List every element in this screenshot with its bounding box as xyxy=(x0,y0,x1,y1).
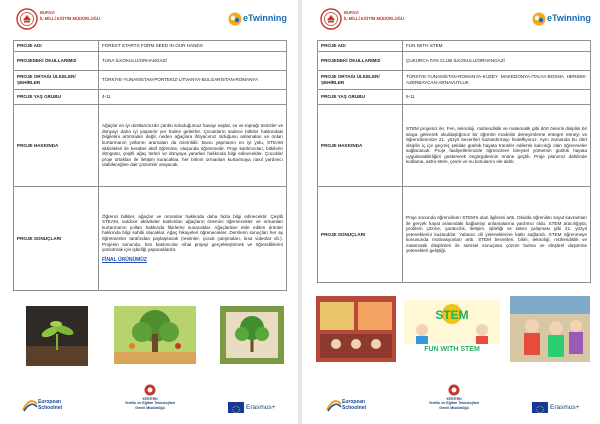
row-value: FOREST STARTS FORM SEED IN OUR HANDS xyxy=(99,41,287,52)
seedling-photo xyxy=(26,306,88,366)
row-label: PROJE YAŞ GRUBU xyxy=(318,90,403,105)
table-row xyxy=(14,187,287,291)
page-header xyxy=(306,4,598,32)
row-label: PROJE HAKKINDA xyxy=(14,105,99,187)
table-row xyxy=(318,187,591,283)
eu-flag-icon xyxy=(532,402,548,413)
etwinning-mark-icon xyxy=(532,12,546,26)
row-value: Proje sonunda öğrencilerin STEM'e olan ilgilerini arttı. Okulda öğrenilen soyut kavramları ile gerçek hayat arasındaki bağlantıyı anlamalarına yardımcı oldu. STEM aracılığıyla; problem çözme, yaratıcılık, iletişim, işbirliği ve takım çalışması gibi 21. yüzyıl yeteneklerini kazandılar. Yabancı dil yeteneklerine katkı sağlandı. STEM öğrenmeye konusunda motivasyonları arttı. STEM becerileri, bilim, teknoloji, mühendislik ve matematik disiplinleri ile süresel sonuçlara çözüm bulma ve eleştirel düşünme yetenekleri geliştiği. xyxy=(403,187,591,283)
tree-icon xyxy=(114,306,196,364)
yegitek-text xyxy=(426,397,482,410)
yegitek-line2: Yenilik ve Eğitim Teknolojileri xyxy=(428,401,480,406)
schoolnet-arc-icon xyxy=(326,398,342,412)
schoolnet-text xyxy=(342,400,366,411)
students-activity-photo xyxy=(510,296,590,362)
classroom-photo xyxy=(316,296,396,362)
row-value: TÜRKİYE-YUNANİSTAN-PORTEKİZ-LİTVANYA-BULGARİSTAN-ROMANYA xyxy=(99,71,287,90)
table-row xyxy=(318,41,591,52)
table-row xyxy=(318,90,591,105)
european-schoolnet-logo xyxy=(22,398,82,414)
etwinning-logo xyxy=(228,12,290,26)
row-value: Ağaçlar en iyi dostlarımızdır çünkü soluduğumuz havayı saşlar, su ve toprağı temizler ve dünyayı daha iyi yaşanılır yer haline getirirler. Çocukların sadece bitkiler hakkındaki bilgilerini artırmaları değil, neden ağaçlara ihtiyacımız olduğunu anlamaları ve onları kurtarmanın yollarını aramaları da önemlidir. Bunu yapmanın en iyi yolu, STEAM aktiviteleri ile beraber aktif öğrenme, oluşunda öğrenmedir. Proje katılımcıları, bitkilerin döngüsü, çeşitli ağaç türleri ve dünyaya yararları hakkında bilgi edinecekler. Çocuklar proje ortakları ile iletişim kuracaklar, her birinin ormanları kurtarmaya nasıl yardımcı olabileceğine dair çözümler arayacak. xyxy=(99,105,287,187)
table-row xyxy=(318,71,591,90)
stem-banner-text: FUN WITH STEM xyxy=(424,346,480,353)
ministry-city: BURSA xyxy=(344,10,359,15)
ministry-logo-icon xyxy=(16,8,38,30)
yegitek-line1: YEĞİTEK xyxy=(446,397,462,401)
yegitek-emblem-icon xyxy=(144,384,156,396)
row-label: PROJEDEKİ OKULLARIMIZ xyxy=(318,52,403,71)
results-text: Öğrenci bitkiler, ağaçlar ve ormanlar hakkında daha fazla bilgi edinecektir. Çeşitli STEAM, outdoor aktiviteler katılımları ağaçların önemini öğrenecekler ve ormanları kurtarmanın yolları hakkında fikirlerini sunacaklar. Ağaçlardan elde edilen ürünler hakkında bilgi sahibi olacaklar. Ağaç hikayeleri öğrenecekler. Derslerin sonuçları her ay öğretmenler tarafından paylaşılacak (resimler, çocuk çalışmaları, kısa videolar vb.). Projenin sonunda, tüm katılımcılar nihai projeyi gerçekleştirmek ve öğrendiklerini yansıtmak için işbirliği yapacaklardır. xyxy=(102,213,283,253)
schoolnet-line2: Schoolnet xyxy=(342,404,367,411)
row-value xyxy=(99,187,287,291)
schoolnet-line1: European xyxy=(342,399,366,405)
ministry-name xyxy=(344,10,404,21)
paper-tree-photo xyxy=(220,306,284,364)
paper-tree-icon xyxy=(220,306,284,364)
etwinning-logo xyxy=(532,12,594,26)
yegitek-line1: YEĞİTEK xyxy=(142,397,158,401)
fun-with-stem-banner xyxy=(404,300,500,362)
erasmus-plus-text: Erasmus+ xyxy=(550,404,580,411)
students-icon xyxy=(510,296,590,362)
svg-text:STEM: STEM xyxy=(435,308,469,322)
ministry-city: BURSA xyxy=(40,10,55,15)
table-row xyxy=(318,52,591,71)
row-label: PROJE ORTAĞI ÜLKELER/ŞEHİRLER xyxy=(318,71,403,90)
row-label: PROJE ADI xyxy=(14,41,99,52)
row-value: STEM projemiz ile; Fen, teknoloji, mühendislik ve matematik gibi dört önemli disiplini bir araya getirerek okuldaşlığımız bir öğretim modelini deneyimleme entegre etmeyi ve öğrencilerimize 21. yüzyıl becerileri kazandırmayı hedefliyoruz. Aynı zamanda bu dört disiplin iç içe geçmiş şekilde günlük hayata transfer edilerek kalıcılığı olan öğrenmeler sağlanacak. Proje faaliyetlerimizde öğrencilere bireysel yöntemin günlük hayata uygulanabilirliğini göstererek öngörgülerinin önüne geçtik. Proje planımız dahilinde kodlama, astro-stem, çevre ve su konularını ele aldık. xyxy=(403,105,591,187)
page-gutter xyxy=(298,0,302,424)
etwinning-wordmark: eTwinning xyxy=(243,13,287,23)
yegitek-line2: Yenilik ve Eğitim Teknolojileri xyxy=(124,401,176,406)
left-page xyxy=(2,0,294,424)
row-value: TÜRKİYE-YUNANİSTAN-ROMANYA-KUZEY MAKEDONYA-İTALYA-BOSNA HERSEK-AZERBAYCAN-ARNAVUTLUK xyxy=(403,71,591,90)
seedling-icon xyxy=(26,306,88,366)
row-label: PROJE ORTAĞI ÜLKELER/ŞEHİRLER xyxy=(14,71,99,90)
stem-kids-icon xyxy=(404,300,500,344)
schoolnet-arc-icon xyxy=(22,398,38,412)
right-page xyxy=(306,0,598,424)
table-row xyxy=(318,105,591,187)
row-label: PROJEDEKİ OKULLARIMIZ xyxy=(14,52,99,71)
tree-kids-photo xyxy=(114,306,196,364)
row-label: PROJE YAŞ GRUBU xyxy=(14,90,99,105)
final-product-link[interactable]: FİNAL ÜRÜNÜMÜZ xyxy=(102,256,147,263)
schoolnet-line1: European xyxy=(38,399,62,405)
row-value: TUNA İLKOKULU/ORHANGAZİ xyxy=(99,52,287,71)
project-table-right xyxy=(317,40,591,283)
yegitek-emblem-icon xyxy=(448,384,460,396)
row-label: PROJE SONUÇLARI xyxy=(14,187,99,291)
yegitek-logo xyxy=(122,384,178,420)
european-schoolnet-logo xyxy=(326,398,386,414)
schoolnet-line2: Schoolnet xyxy=(38,404,63,411)
ministry-name xyxy=(40,10,100,21)
yegitek-line3: Genel Müdürlüğü xyxy=(439,405,469,410)
classroom-icon xyxy=(316,296,396,362)
row-value: 6-11 xyxy=(403,90,591,105)
schoolnet-text xyxy=(38,400,62,411)
ministry-title: İL MİLLİ EĞİTİM MÜDÜRLÜĞÜ xyxy=(344,15,404,21)
etwinning-wordmark: eTwinning xyxy=(547,13,591,23)
page-header xyxy=(2,4,294,32)
yegitek-text xyxy=(122,397,178,410)
table-row xyxy=(14,90,287,105)
row-value: ÇUKURCA FAN CLUB İLKOKULU/ORHANGAZİ xyxy=(403,52,591,71)
yegitek-line3: Genel Müdürlüğü xyxy=(135,405,165,410)
row-label: PROJE SONUÇLARI xyxy=(318,187,403,283)
ministry-title: İL MİLLİ EĞİTİM MÜDÜRLÜĞÜ xyxy=(40,15,100,21)
project-table-left xyxy=(13,40,287,291)
table-row xyxy=(14,41,287,52)
table-row xyxy=(14,71,287,90)
eu-flag-icon xyxy=(228,402,244,413)
row-label: PROJE ADI xyxy=(318,41,403,52)
erasmus-plus-text: Erasmus+ xyxy=(246,404,276,411)
etwinning-mark-icon xyxy=(228,12,242,26)
row-label: PROJE HAKKINDA xyxy=(318,105,403,187)
row-value: FUN WITH STEM xyxy=(403,41,591,52)
ministry-logo-icon xyxy=(320,8,342,30)
yegitek-logo xyxy=(426,384,482,420)
table-row xyxy=(14,52,287,71)
row-value: 4-11 xyxy=(99,90,287,105)
table-row xyxy=(14,105,287,187)
